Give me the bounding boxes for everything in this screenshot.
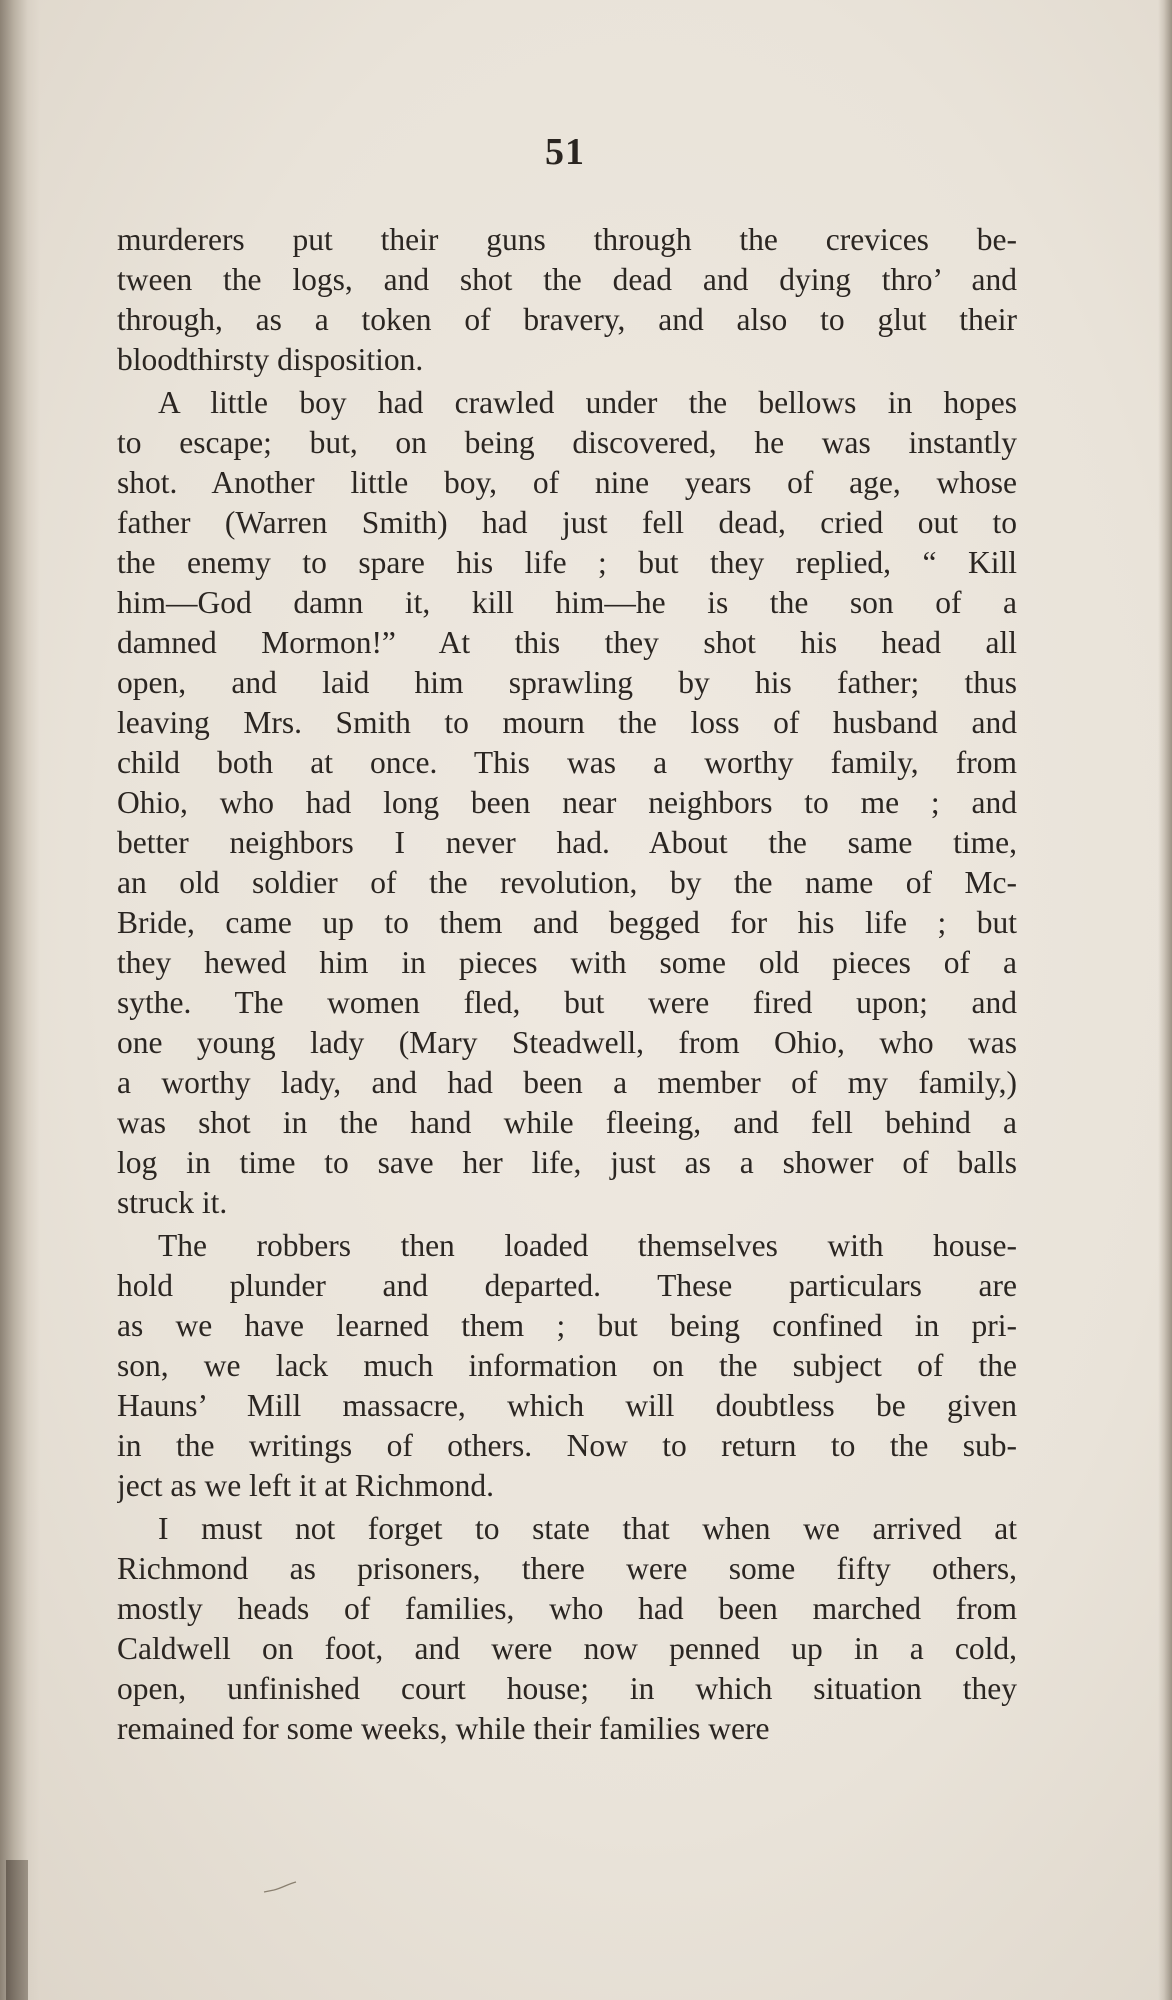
text-line: Caldwell on foot, and were now penned up in a cold, [117,1631,1017,1666]
text-line: they hewed him in pieces with some old pieces of a [117,945,1017,980]
text-line: hold plunder and departed. These particulars are [117,1268,1017,1303]
text-line: through, as a token of bravery, and also to glut their [117,302,1017,337]
text-line: open, and laid him sprawling by his father; thus [117,665,1017,700]
text-line: son, we lack much information on the subject of the [117,1348,1017,1383]
text-line: ject as we left it at Richmond. [117,1468,495,1503]
text-line: him—God damn it, kill him—he is the son of a [117,585,1017,620]
text-line: as we have learned them ; but being confined in pri- [117,1308,1017,1343]
text-line: shot. Another little boy, of nine years of age, whose [117,465,1017,500]
paragraph [117,383,1017,1223]
paragraph [117,1226,1017,1506]
text-line: father (Warren Smith) had just fell dead, cried out to [117,505,1017,540]
text-line: to escape; but, on being discovered, he was instantly [117,425,1017,460]
text-line: the enemy to spare his life ; but they replied, “ Kill [117,545,1017,580]
text-line: open, unfinished court house; in which situation they [117,1671,1017,1706]
text-line: murderers put their guns through the crevices be- [117,222,1017,257]
text-line: Hauns’ Mill massacre, which will doubtless be given [117,1388,1017,1423]
text-line: Bride, came up to them and begged for his life ; but [117,905,1017,940]
text-line: Richmond as prisoners, there were some fifty others, [117,1551,1017,1586]
text-line: mostly heads of families, who had been marched from [117,1591,1017,1626]
text-line: sythe. The women fled, but were fired upon; and [117,985,1017,1020]
text-line: damned Mormon!” At this they shot his head all [117,625,1017,660]
text-line: a worthy lady, and had been a member of my family,) [117,1065,1017,1100]
text-line: log in time to save her life, just as a shower of balls [117,1145,1017,1180]
text-line: bloodthirsty disposition. [117,342,424,377]
text-line: The robbers then loaded themselves with house- [158,1228,1017,1263]
text-line: A little boy had crawled under the bellows in hopes [158,385,1017,420]
text-line: was shot in the hand while fleeing, and fell behind a [117,1105,1017,1140]
text-line: better neighbors I never had. About the same time, [117,825,1017,860]
text-line: I must not forget to state that when we arrived at [158,1511,1017,1546]
body-text [117,220,1017,1749]
text-line: child both at once. This was a worthy family, from [117,745,1017,780]
page-shadow [6,1860,28,2000]
page-binding-edge [0,0,40,2000]
page-number: 51 [545,131,585,173]
pencil-mark-icon [262,1880,302,1898]
text-line: one young lady (Mary Steadwell, from Ohio, who was [117,1025,1017,1060]
paragraph [117,220,1017,380]
text-line: Ohio, who had long been near neighbors to me ; and [117,785,1017,820]
text-line: leaving Mrs. Smith to mourn the loss of husband and [117,705,1017,740]
text-line: tween the logs, and shot the dead and dying thro’ and [117,262,1017,297]
page-outer-edge [1158,0,1172,2000]
text-line: struck it. [117,1185,228,1220]
text-line: an old soldier of the revolution, by the name of Mc- [117,865,1017,900]
text-line: remained for some weeks, while their families were [117,1711,770,1746]
paragraph [117,1509,1017,1749]
text-line: in the writings of others. Now to return to the sub- [117,1428,1017,1463]
